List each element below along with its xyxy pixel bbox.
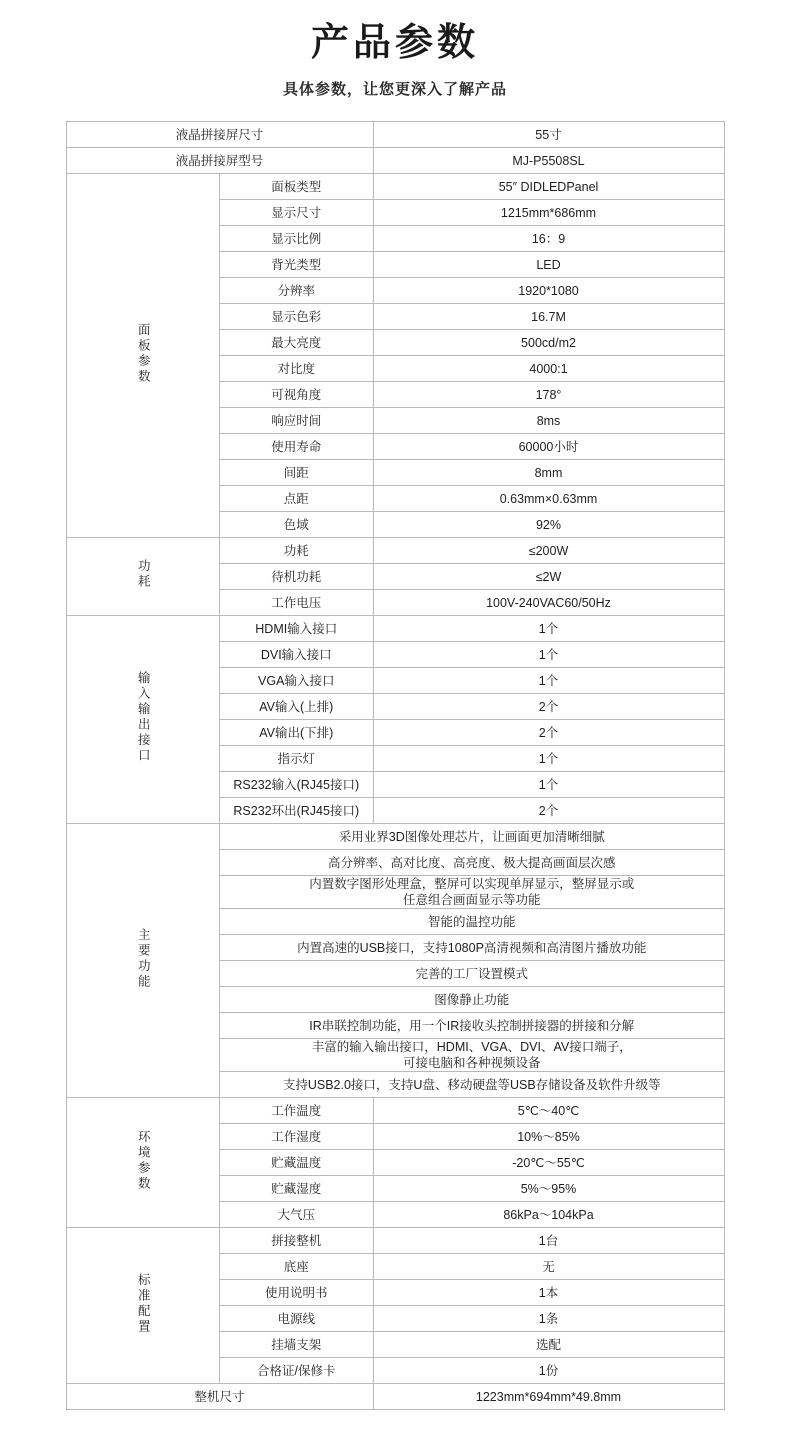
table-row	[66, 538, 724, 564]
spec-value: 无	[373, 1254, 724, 1280]
spec-group-text: 环境参数	[136, 1129, 151, 1192]
spec-key: 对比度	[220, 356, 374, 382]
spec-group-label	[66, 616, 220, 824]
spec-value: ≤200W	[373, 538, 724, 564]
spec-value: 1个	[373, 616, 724, 642]
spec-value: 1个	[373, 642, 724, 668]
table-row	[66, 1098, 724, 1124]
feature-text: 采用业界3D图像处理芯片，让画面更加清晰细腻	[220, 824, 725, 850]
spec-key: 显示色彩	[220, 304, 374, 330]
spec-group-label	[66, 1228, 220, 1384]
spec-value: 60000小时	[373, 434, 724, 460]
spec-key: 可视角度	[220, 382, 374, 408]
spec-group-label	[66, 174, 220, 538]
spec-value: 10%～85%	[373, 1124, 724, 1150]
spec-key: 最大亮度	[220, 330, 374, 356]
spec-value: 1223mm*694mm*49.8mm	[373, 1384, 724, 1410]
spec-key: 合格证/保修卡	[220, 1358, 374, 1384]
spec-group-text: 输入输出接口	[136, 671, 151, 764]
spec-key: 使用说明书	[220, 1280, 374, 1306]
feature-text: 图像静止功能	[220, 987, 725, 1013]
spec-value: 2个	[373, 694, 724, 720]
spec-key: 工作湿度	[220, 1124, 374, 1150]
spec-key: 背光类型	[220, 252, 374, 278]
spec-value: 1条	[373, 1306, 724, 1332]
spec-value: LED	[373, 252, 724, 278]
feature-text: 高分辨率、高对比度、高亮度、极大提高画面层次感	[220, 850, 725, 876]
spec-key: 拼接整机	[220, 1228, 374, 1254]
spec-key: 显示尺寸	[220, 200, 374, 226]
spec-key: 色域	[220, 512, 374, 538]
spec-value: 8ms	[373, 408, 724, 434]
spec-key: 使用寿命	[220, 434, 374, 460]
table-row	[66, 616, 724, 642]
spec-key: 待机功耗	[220, 564, 374, 590]
spec-value: 16.7M	[373, 304, 724, 330]
spec-value: 2个	[373, 798, 724, 824]
spec-key: 功耗	[220, 538, 374, 564]
page-title: 产品参数	[310, 19, 479, 64]
spec-group-label	[66, 1098, 220, 1228]
spec-key: RS232环出(RJ45接口)	[220, 798, 374, 824]
spec-group-label	[66, 824, 220, 1098]
spec-key: HDMI输入接口	[220, 616, 374, 642]
spec-value: -20℃～55℃	[373, 1150, 724, 1176]
spec-key: 点距	[220, 486, 374, 512]
spec-value: ≤2W	[373, 564, 724, 590]
feature-text: 支持USB2.0接口，支持U盘、移动硬盘等USB存储设备及软件升级等	[220, 1072, 725, 1098]
spec-value: 1个	[373, 772, 724, 798]
spec-key: 响应时间	[220, 408, 374, 434]
spec-key: AV输出(下排)	[220, 720, 374, 746]
spec-group-text: 功耗	[136, 559, 151, 590]
spec-key: 显示比例	[220, 226, 374, 252]
spec-key: VGA输入接口	[220, 668, 374, 694]
spec-value: MJ-P5508SL	[373, 148, 724, 174]
table-row	[66, 174, 724, 200]
feature-text: 内置数字图形处理盒，整屏可以实现单屏显示，整屏显示或 任意组合画面显示等功能	[220, 876, 725, 909]
spec-key: 整机尺寸	[66, 1384, 373, 1410]
spec-key: 指示灯	[220, 746, 374, 772]
spec-value: 500cd/m2	[373, 330, 724, 356]
spec-key: 底座	[220, 1254, 374, 1280]
spec-value: 8mm	[373, 460, 724, 486]
spec-value: 55寸	[373, 122, 724, 148]
feature-text: 内置高速的USB接口，支持1080P高清视频和高清图片播放功能	[220, 935, 725, 961]
page-header	[0, 0, 790, 99]
spec-key: 工作温度	[220, 1098, 374, 1124]
spec-value: 1本	[373, 1280, 724, 1306]
spec-value: 1个	[373, 746, 724, 772]
spec-group-text: 面板参数	[136, 322, 151, 385]
spec-value: 92%	[373, 512, 724, 538]
spec-value: 55″ DIDLEDPanel	[373, 174, 724, 200]
spec-value: 16：9	[373, 226, 724, 252]
spec-key: DVI输入接口	[220, 642, 374, 668]
spec-group-text: 主要功能	[136, 927, 151, 990]
spec-value: 1个	[373, 668, 724, 694]
table-row	[66, 824, 724, 850]
feature-text: 智能的温控功能	[220, 909, 725, 935]
table-row	[66, 1384, 724, 1410]
spec-value: 86kPa～104kPa	[373, 1202, 724, 1228]
spec-value: 1215mm*686mm	[373, 200, 724, 226]
table-row	[66, 148, 724, 174]
spec-group-label	[66, 538, 220, 616]
feature-text: IR串联控制功能，用一个IR接收头控制拼接器的拼接和分解	[220, 1013, 725, 1039]
spec-value: 178°	[373, 382, 724, 408]
spec-value: 5℃～40℃	[373, 1098, 724, 1124]
spec-key: 液晶拼接屏尺寸	[66, 122, 373, 148]
spec-key: 电源线	[220, 1306, 374, 1332]
spec-value: 选配	[373, 1332, 724, 1358]
spec-value: 0.63mm×0.63mm	[373, 486, 724, 512]
spec-key: 面板类型	[220, 174, 374, 200]
spec-key: 液晶拼接屏型号	[66, 148, 373, 174]
spec-key: 工作电压	[220, 590, 374, 616]
spec-key: AV输入(上排)	[220, 694, 374, 720]
spec-value: 1920*1080	[373, 278, 724, 304]
spec-group-text: 标准配置	[136, 1272, 151, 1335]
spec-key: 贮藏温度	[220, 1150, 374, 1176]
spec-key: 分辨率	[220, 278, 374, 304]
feature-text: 完善的工厂设置模式	[220, 961, 725, 987]
table-row	[66, 1228, 724, 1254]
spec-key: RS232输入(RJ45接口)	[220, 772, 374, 798]
spec-value: 5%～95%	[373, 1176, 724, 1202]
spec-value: 1份	[373, 1358, 724, 1384]
spec-value: 100V-240VAC60/50Hz	[373, 590, 724, 616]
spec-key: 大气压	[220, 1202, 374, 1228]
spec-value: 1台	[373, 1228, 724, 1254]
spec-value: 4000:1	[373, 356, 724, 382]
specification-table	[66, 121, 725, 1410]
spec-key: 间距	[220, 460, 374, 486]
spec-key: 贮藏湿度	[220, 1176, 374, 1202]
page-subtitle: 具体参数，让您更深入了解产品	[282, 80, 507, 98]
spec-value: 2个	[373, 720, 724, 746]
feature-text: 丰富的输入输出接口，HDMI、VGA、DVI、AV接口端子， 可接电脑和各种视频设备	[220, 1039, 725, 1072]
spec-key: 挂墙支架	[220, 1332, 374, 1358]
table-row	[66, 122, 724, 148]
